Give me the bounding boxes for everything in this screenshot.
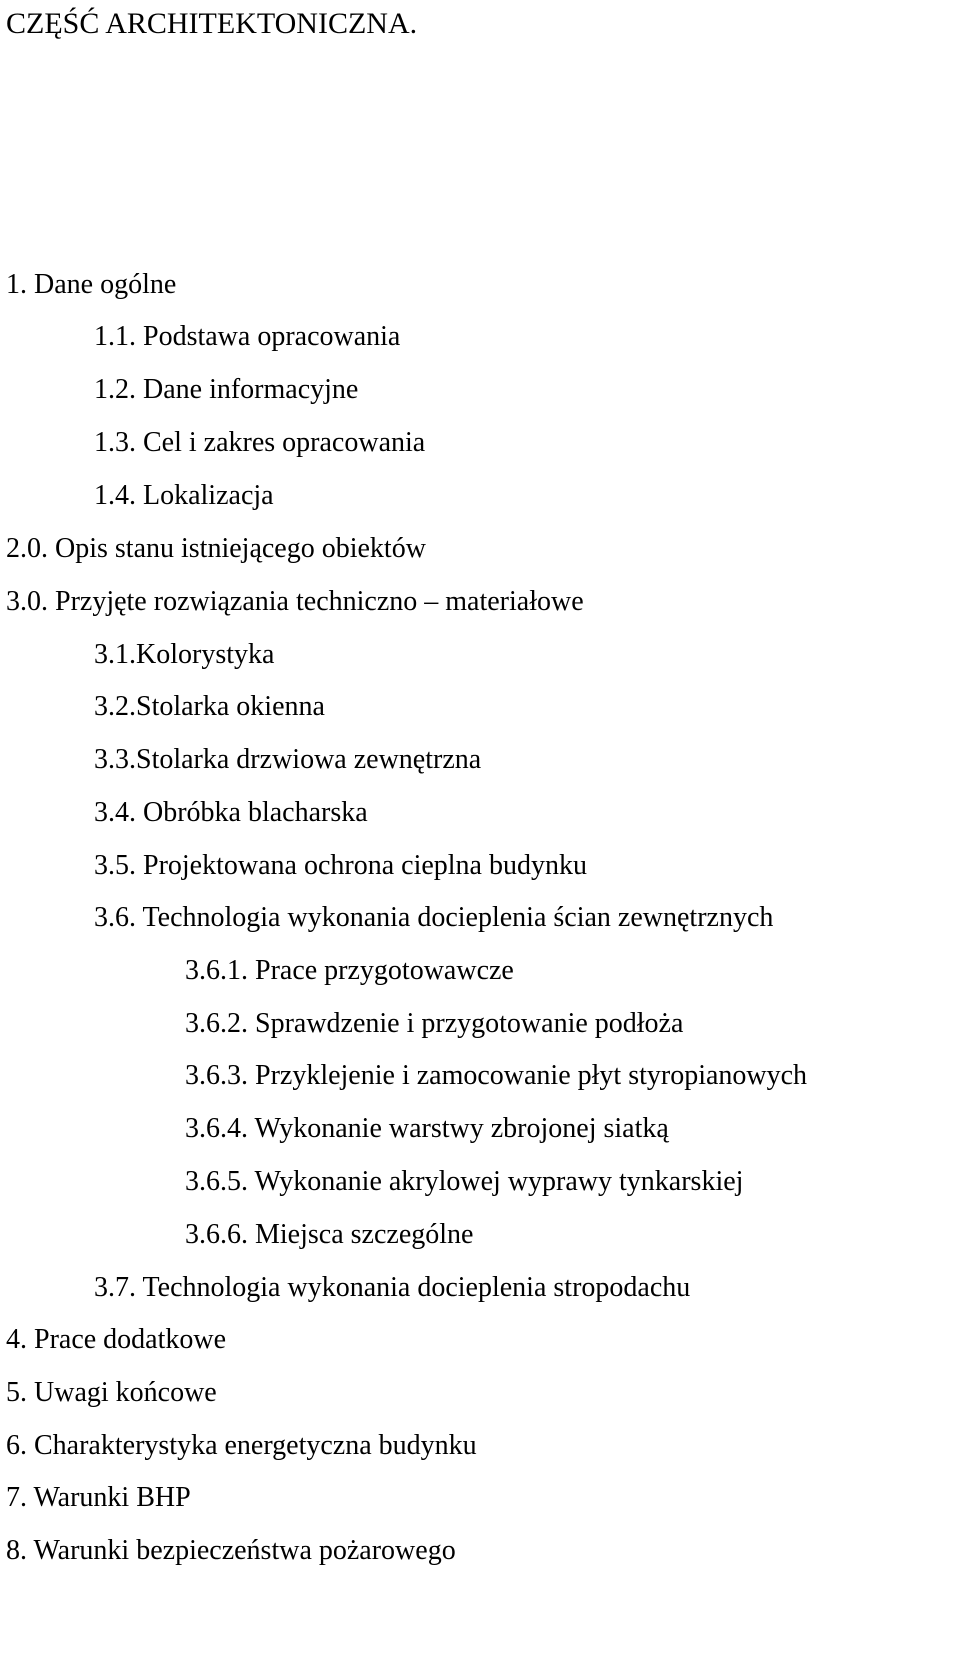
toc-entry-3-6-4: 3.6.4. Wykonanie warstwy zbrojonej siatką	[185, 1113, 669, 1144]
toc-entry-3-6-6: 3.6.6. Miejsca szczególne	[185, 1219, 474, 1250]
toc-entry-1-2: 1.2. Dane informacyjne	[94, 374, 359, 405]
toc-entry-1-4: 1.4. Lokalizacja	[94, 480, 274, 511]
toc-entry-3-6-3: 3.6.3. Przyklejenie i zamocowanie płyt styropianowych	[185, 1060, 808, 1091]
toc-entry-3-6-2: 3.6.2. Sprawdzenie i przygotowanie podłoża	[185, 1008, 684, 1039]
toc-entry-3-6-5: 3.6.5. Wykonanie akrylowej wyprawy tynkarskiej	[185, 1166, 744, 1197]
document-heading: CZĘŚĆ ARCHITEKTONICZNA.	[6, 7, 418, 40]
toc-entry-1-3: 1.3. Cel i zakres opracowania	[94, 427, 426, 458]
toc-entry-3-6: 3.6. Technologia wykonania docieplenia ścian zewnętrznych	[94, 902, 774, 933]
toc-entry-3-2: 3.2.Stolarka okienna	[94, 691, 325, 722]
toc-entry-3-7: 3.7. Technologia wykonania docieplenia stropodachu	[94, 1272, 691, 1303]
toc-entry-4: 4. Prace dodatkowe	[6, 1324, 227, 1355]
toc-entry-3-5: 3.5. Projektowana ochrona cieplna budynku	[94, 850, 587, 881]
toc-entry-3-6-1: 3.6.1. Prace przygotowawcze	[185, 955, 514, 986]
toc-entry-3-4: 3.4. Obróbka blacharska	[94, 797, 368, 828]
toc-entry-3-0: 3.0. Przyjęte rozwiązania techniczno – materiałowe	[6, 586, 584, 617]
toc-entry-2-0: 2.0. Opis stanu istniejącego obiektów	[6, 533, 426, 564]
toc-entry-8: 8. Warunki bezpieczeństwa pożarowego	[6, 1535, 456, 1566]
toc-entry-5: 5. Uwagi końcowe	[6, 1377, 217, 1408]
toc-entry-1-1: 1.1. Podstawa opracowania	[94, 321, 401, 352]
toc-entry-7: 7. Warunki BHP	[6, 1482, 191, 1513]
toc-entry-1: 1. Dane ogólne	[6, 269, 177, 300]
toc-entry-6: 6. Charakterystyka energetyczna budynku	[6, 1430, 477, 1461]
toc-entry-3-3: 3.3.Stolarka drzwiowa zewnętrzna	[94, 744, 482, 775]
toc-entry-3-1: 3.1.Kolorystyka	[94, 639, 275, 670]
